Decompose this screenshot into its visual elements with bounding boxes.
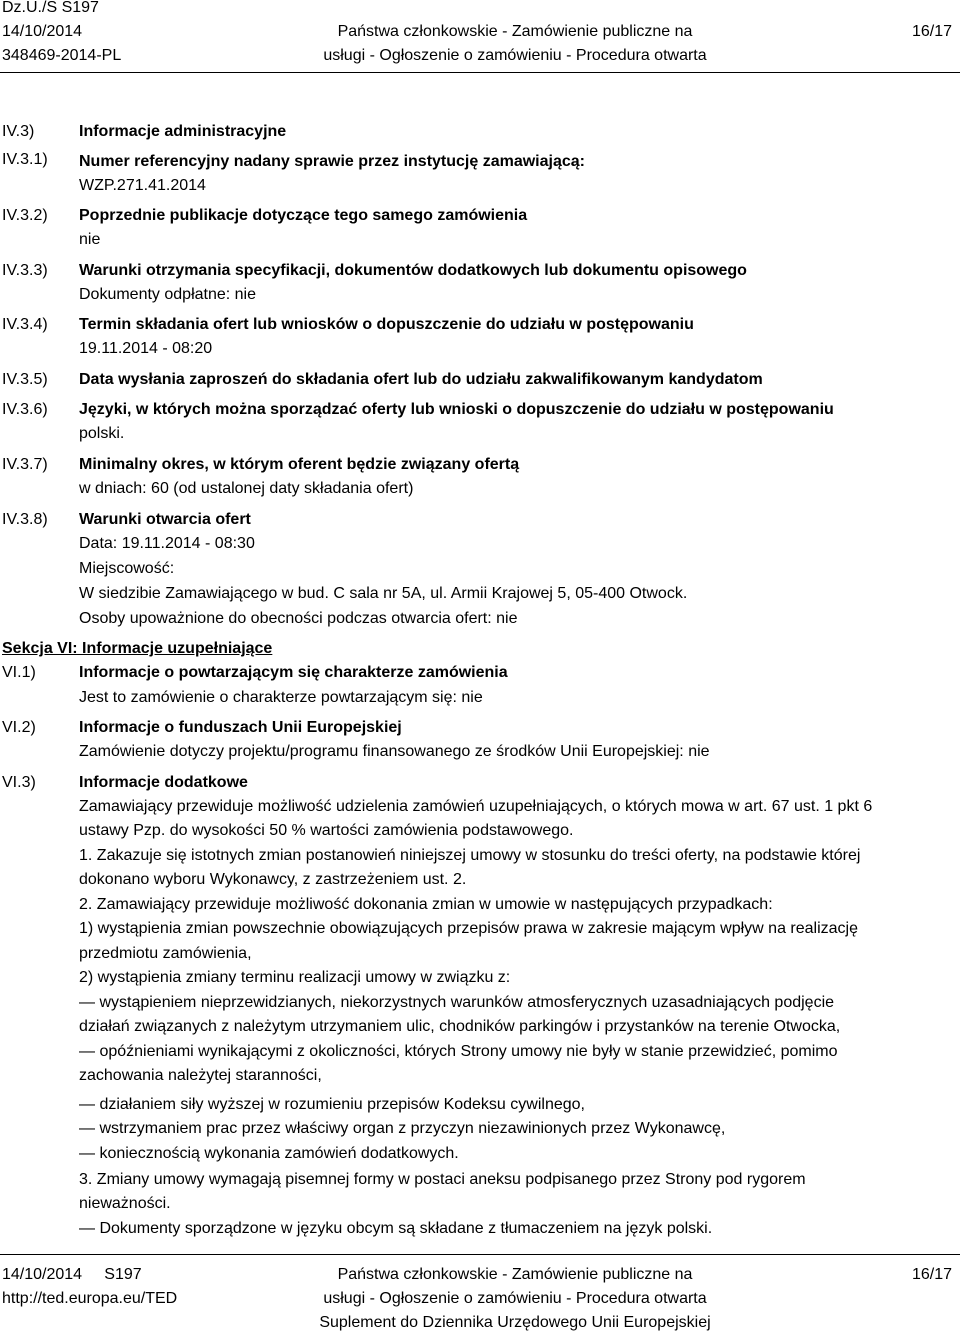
paragraph-line: — wystąpieniem nieprzewidzianych, niekorzystnych warunków atmosferycznych uzasadniających podjęcie	[79, 994, 835, 1011]
field-label: Miejscowość:	[79, 560, 175, 577]
paragraph-line: dokonano wyboru Wykonawcy, z zastrzeżeniem ust. 2.	[79, 871, 467, 888]
section-number: VI.2)	[2, 719, 36, 736]
footer-title-line2: usługi - Ogłoszenie o zamówieniu - Procedura otwarta	[323, 1290, 707, 1307]
paragraph-line: 3. Zmiany umowy wymagają pisemnej formy w postaci aneksu podpisanego przez Strony pod rygorem	[79, 1171, 806, 1188]
field-value: w dniach: 60 (od ustalonej daty składania ofert)	[79, 480, 414, 497]
field-value: Jest to zamówienie o charakterze powtarzającym się: nie	[79, 689, 483, 706]
paragraph-line: — wstrzymaniem prac przez właściwy organ z przyczyn niezawinionych przez Wykonawcę,	[79, 1120, 726, 1137]
section-number: IV.3.3)	[2, 262, 48, 279]
section-number: VI.3)	[2, 774, 36, 791]
paragraph-line: nieważności.	[79, 1195, 171, 1212]
header-rule	[0, 72, 960, 73]
header-title-line1: Państwa członkowskie - Zamówienie publiczne na	[337, 23, 693, 40]
section-heading: Termin składania ofert lub wniosków o dopuszczenie do udziału w postępowaniu	[79, 316, 694, 333]
paragraph-line: 2) wystąpienia zmiany terminu realizacji umowy w związku z:	[79, 969, 511, 986]
paragraph-line: — opóźnieniami wynikającymi z okoliczności, których Strony umowy nie były w stanie przewidzieć, pomimo	[79, 1043, 838, 1060]
section-heading: Informacje o powtarzającym się charakterze zamówienia	[79, 664, 508, 681]
footer-page-number: 16/17	[912, 1266, 953, 1283]
section-number: IV.3.2)	[2, 207, 48, 224]
section-heading: Informacje administracyjne	[79, 123, 287, 140]
field-value: Zamówienie dotyczy projektu/programu finansowanego ze środków Unii Europejskiej: nie	[79, 743, 710, 760]
field-value: W siedzibie Zamawiającego w bud. C sala nr 5A, ul. Armii Krajowej 5, 05-400 Otwock.	[79, 585, 688, 602]
section-number: IV.3.1)	[2, 151, 48, 168]
section-heading: Minimalny okres, w którym oferent będzie związany ofertą	[79, 456, 520, 473]
section-number: IV.3.5)	[2, 371, 48, 388]
paragraph-line: 1) wystąpienia zmian powszechnie obowiązujących przepisów prawa w zakresie mającym wpływ na realizację	[79, 920, 858, 937]
footer-title-line3: Suplement do Dziennika Urzędowego Unii Europejskiej	[319, 1314, 711, 1331]
paragraph-line: ustawy Pzp. do wysokości 50 % wartości zamówienia podstawowego.	[79, 822, 574, 839]
section-number: IV.3.6)	[2, 401, 48, 418]
paragraph-line: Zamawiający przewiduje możliwość udzielenia zamówień uzupełniających, o których mowa w art. 67 ust. 1 pkt 6	[79, 798, 873, 815]
field-value: polski.	[79, 425, 125, 442]
footer-url: http://ted.europa.eu/TED	[2, 1290, 178, 1307]
section-number: IV.3.7)	[2, 456, 48, 473]
paragraph-line: przedmiotu zamówienia,	[79, 945, 252, 962]
paragraph-line: 1. Zakazuje się istotnych zmian postanowień niniejszej umowy w stosunku do treści oferty, na podstawie której	[79, 847, 861, 864]
paragraph-line: — koniecznością wykonania zamówień dodatkowych.	[79, 1145, 459, 1162]
footer-date-code: 14/10/2014 S197	[2, 1266, 142, 1283]
document-number: 348469-2014-PL	[2, 47, 122, 64]
journal-ref: Dz.U./S S197	[2, 0, 99, 16]
field-value: nie	[79, 231, 101, 248]
section-number: IV.3)	[2, 123, 35, 140]
section-heading: Warunki otwarcia ofert	[79, 511, 251, 528]
paragraph-line: — działaniem siły wyższej w rozumieniu przepisów Kodeksu cywilnego,	[79, 1096, 585, 1113]
section-heading: Języki, w których można sporządzać oferty lub wnioski o dopuszczenie do udziału w postępowaniu	[79, 401, 834, 418]
header-title-line2: usługi - Ogłoszenie o zamówieniu - Procedura otwarta	[323, 47, 707, 64]
section-title: Sekcja VI: Informacje uzupełniające	[2, 640, 273, 657]
section-heading: Informacje dodatkowe	[79, 774, 248, 791]
section-heading: Poprzednie publikacje dotyczące tego samego zamówienia	[79, 207, 528, 224]
section-number: IV.3.8)	[2, 511, 48, 528]
footer-rule	[0, 1254, 960, 1255]
section-heading: Warunki otrzymania specyfikacji, dokumentów dodatkowych lub dokumentu opisowego	[79, 262, 747, 279]
paragraph-line: 2. Zamawiający przewiduje możliwość dokonania zmian w umowie w następujących przypadkach:	[79, 896, 773, 913]
paragraph-line: zachowania należytej staranności,	[79, 1067, 322, 1084]
field-value: 19.11.2014 - 08:20	[79, 340, 213, 357]
paragraph-line: — Dokumenty sporządzone w języku obcym są składane z tłumaczeniem na język polski.	[79, 1220, 713, 1237]
footer-title-line1: Państwa członkowskie - Zamówienie publiczne na	[337, 1266, 693, 1283]
header-date: 14/10/2014	[2, 23, 83, 40]
field-value: Osoby upoważnione do obecności podczas otwarcia ofert: nie	[79, 610, 518, 627]
section-heading: Numer referencyjny nadany sprawie przez instytucję zamawiającą:	[79, 153, 585, 170]
section-heading: Informacje o funduszach Unii Europejskiej	[79, 719, 402, 736]
paragraph-line: działań związanych z należytym utrzymaniem ulic, chodników parkingów i przystanków na terenie Otwocka,	[79, 1018, 841, 1035]
section-number: IV.3.4)	[2, 316, 48, 333]
field-value: Dokumenty odpłatne: nie	[79, 286, 256, 303]
header-page-number: 16/17	[912, 23, 953, 40]
section-heading: Data wysłania zaproszeń do składania ofert lub do udziału zakwalifikowanym kandydatom	[79, 371, 763, 388]
field-value: Data: 19.11.2014 - 08:30	[79, 535, 255, 552]
field-value: WZP.271.41.2014	[79, 177, 206, 194]
section-number: VI.1)	[2, 664, 36, 681]
